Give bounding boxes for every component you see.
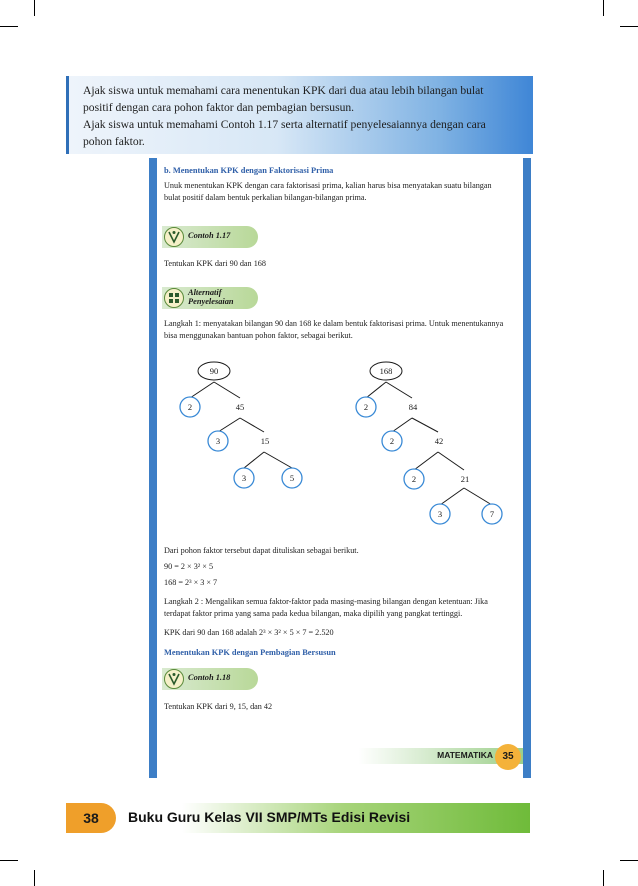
step2-line: terdapat faktor prima yang sama pada kedua bilangan, maka dipilih yang pangkat tertinggi. — [164, 609, 463, 618]
example-label: Contoh 1.17 — [188, 231, 231, 240]
tree-node: 5 — [289, 473, 295, 483]
solution-label-line: Alternatif — [188, 288, 222, 297]
step1-line: Langkah 1: menyatakan bilangan 90 dan 168 ke dalam bentuk faktorisasi prima. Untuk menentukannya — [164, 319, 504, 328]
tree-node: 2 — [187, 402, 193, 412]
tree-node: 3 — [215, 436, 221, 446]
section-c-heading: Menentukan KPK dengan Pembagian Bersusun — [164, 648, 336, 657]
tree-node: 3 — [437, 509, 443, 519]
subject-label: MATEMATIKA — [437, 750, 493, 760]
example-banner-118 — [162, 668, 258, 690]
tree-node: 21 — [460, 474, 470, 484]
kpk-result: KPK dari 90 dan 168 adalah 2³ × 3² × 5 × 7 = 2.520 — [164, 628, 334, 637]
example-118-question: Tentukan KPK dari 9, 15, dan 42 — [164, 702, 273, 711]
step1-line: bisa menggunakan bantuan pohon faktor, sebagai berikut. — [164, 331, 353, 340]
teacher-note-line: positif dengan cara pohon faktor dan pembagian bersusun. — [83, 101, 355, 114]
teacher-note-line: pohon faktor. — [83, 135, 145, 148]
tree-node: 2 — [411, 474, 417, 484]
tree-node: 90 — [209, 366, 219, 376]
section-b-heading: b. Menentukan KPK dengan Faktorisasi Prima — [164, 166, 334, 175]
intro-line: bulat positif dalam bentuk perkalian bilangan-bilangan prima. — [164, 193, 367, 202]
teacher-note-line: Ajak siswa untuk memahami cara menentukan KPK dari dua atau lebih bilangan bulat — [83, 84, 484, 97]
tree-node: 3 — [241, 473, 247, 483]
page-number: 38 — [66, 803, 116, 833]
step2-line: Langkah 2 : Mengalikan semua faktor-faktor pada masing-masing bilangan dengan ketentuan: Jika — [164, 597, 488, 606]
tree-summary: Dari pohon faktor tersebut dapat dituliskan sebagai berikut. — [164, 546, 359, 555]
example-label: Contoh 1.18 — [188, 673, 231, 682]
equation-168: 168 = 2³ × 3 × 7 — [164, 578, 218, 587]
inner-footer — [149, 742, 531, 772]
tree-node: 42 — [434, 436, 444, 446]
example-117-question: Tentukan KPK dari 90 dan 168 — [164, 259, 266, 268]
tree-node: 2 — [389, 436, 395, 446]
tree-node: 15 — [260, 436, 270, 446]
book-title: Buku Guru Kelas VII SMP/MTs Edisi Revisi — [128, 809, 411, 825]
step2-text — [164, 596, 526, 620]
tree-node: 84 — [408, 402, 418, 412]
tree-node: 45 — [235, 402, 245, 412]
teacher-note-line: Ajak siswa untuk memahami Contoh 1.17 serta alternatif penyelesaiannya dengan cara — [83, 118, 486, 131]
tree-node: 7 — [489, 509, 495, 519]
intro-line: Unuk menentukan KPK dengan cara faktorisasi prima, kalian harus bisa menyatakan suatu bilangan — [164, 181, 492, 190]
solution-label-line: Penyelesaian — [188, 297, 234, 306]
tree-node: 168 — [379, 366, 393, 376]
inner-page-number: 35 — [495, 744, 521, 770]
tree-node: 2 — [363, 402, 369, 412]
equation-90: 90 = 2 × 3² × 5 — [164, 562, 214, 571]
compass-icon — [164, 669, 184, 689]
